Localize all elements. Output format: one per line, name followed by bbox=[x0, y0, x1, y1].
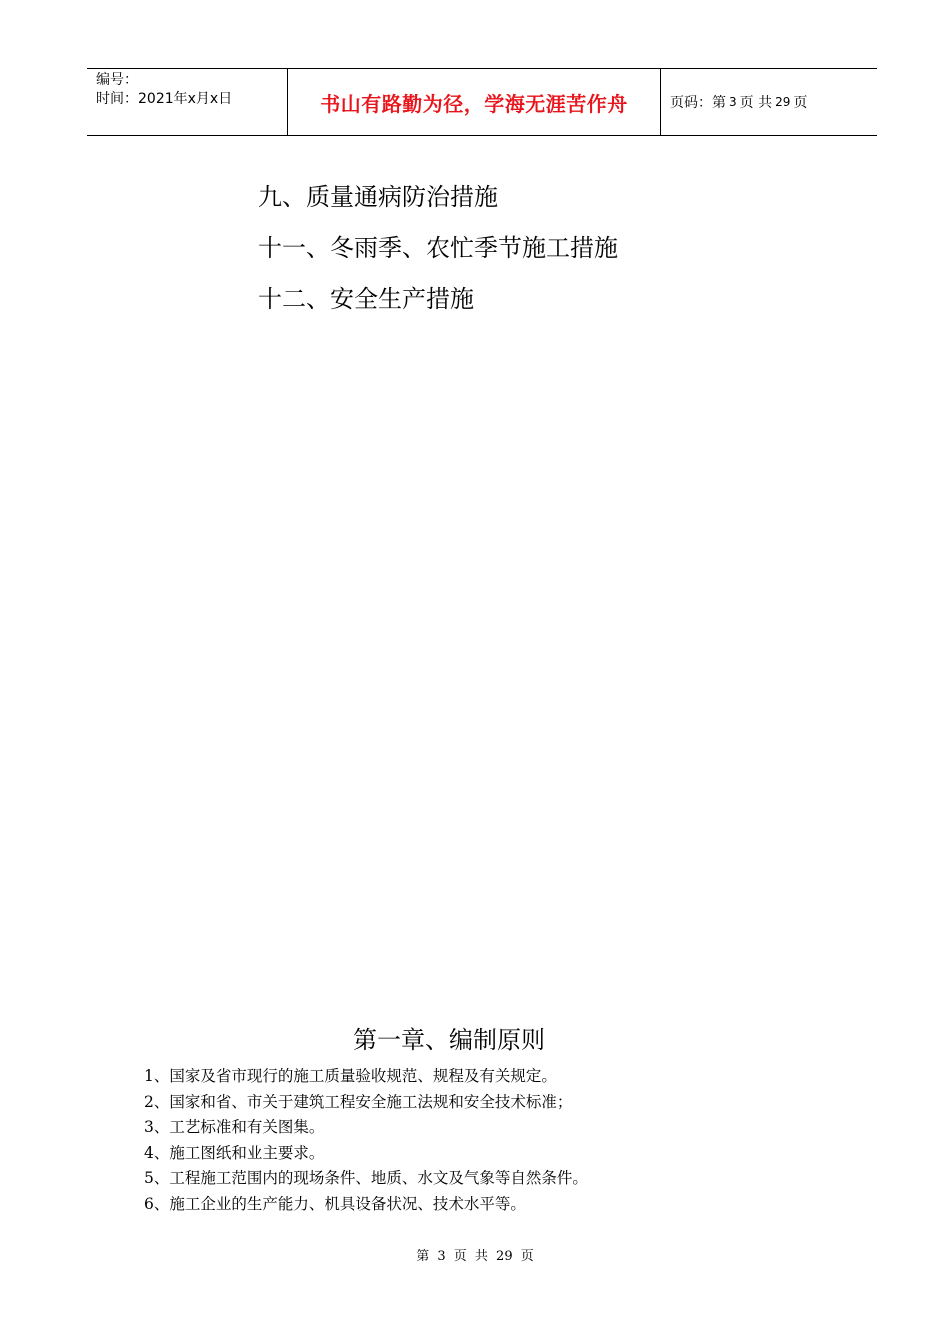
page-suffix: 页 bbox=[793, 95, 808, 111]
chapter-title: 第一章、编制原则 bbox=[353, 1026, 545, 1054]
principles-list bbox=[144, 1064, 588, 1217]
table-of-contents bbox=[258, 172, 618, 325]
header-motto: 书山有路勤为径，学海无涯苦作舟 bbox=[288, 69, 661, 135]
toc-item: 十一、冬雨季、农忙季节施工措施 bbox=[258, 234, 618, 262]
page-total: 29 bbox=[775, 95, 791, 109]
document-time-label: 时间：2021年x月x日 bbox=[96, 91, 233, 107]
page-middle: 页 共 bbox=[739, 95, 773, 111]
page-header bbox=[87, 68, 877, 136]
document-id-label: 编号： bbox=[96, 72, 138, 88]
page-footer: 第 3 页 共 29 页 bbox=[416, 1249, 534, 1264]
list-item: 4、施工图纸和业主要求。 bbox=[144, 1143, 325, 1162]
header-page-number bbox=[661, 69, 877, 135]
toc-item: 十二、安全生产措施 bbox=[258, 285, 474, 313]
page-current: 3 bbox=[729, 95, 737, 109]
list-item: 6、施工企业的生产能力、机具设备状况、技术水平等。 bbox=[144, 1194, 526, 1213]
list-item: 3、工艺标准和有关图集。 bbox=[144, 1118, 325, 1136]
page-prefix: 页码：第 bbox=[670, 95, 726, 111]
list-item: 2、国家和省、市关于建筑工程安全施工法规和安全技术标准； bbox=[144, 1092, 573, 1111]
toc-item: 九、质量通病防治措施 bbox=[258, 183, 498, 211]
list-item: 1、国家及省市现行的施工质量验收规范、规程及有关规定。 bbox=[144, 1067, 557, 1085]
header-meta-cell bbox=[87, 69, 288, 135]
list-item: 5、工程施工范围内的现场条件、地质、水文及气象等自然条件。 bbox=[144, 1169, 588, 1187]
